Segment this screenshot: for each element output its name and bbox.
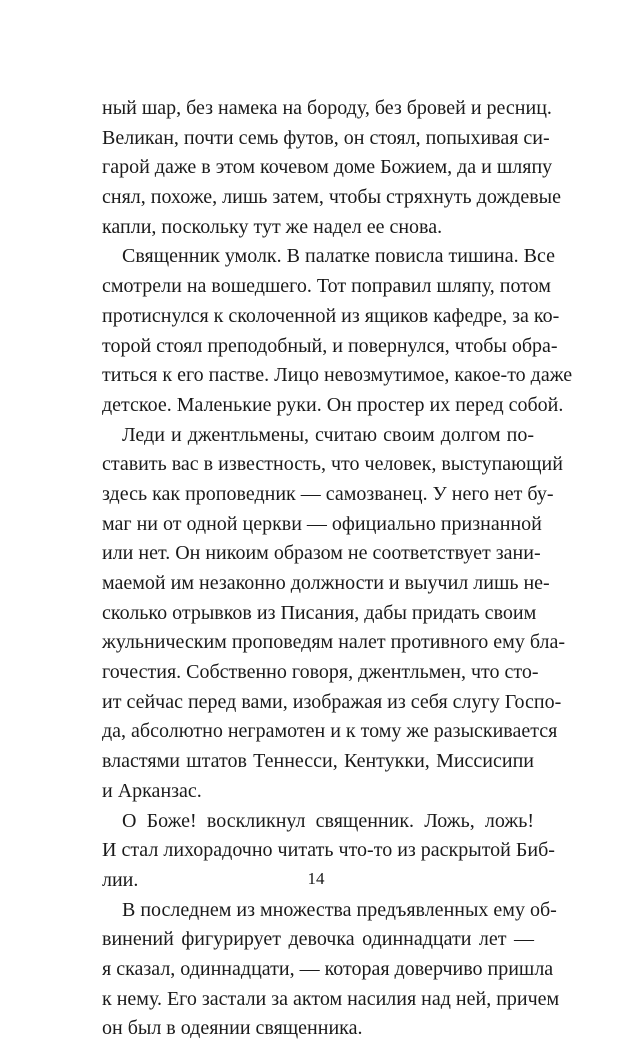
text-line: И стал лихорадочно читать что-то из раскрытой Биб- [102,839,555,862]
text-line: маемой им незаконно должности и выучил лишь не- [102,572,550,594]
body-text [102,94,573,1044]
text-line: я сказал, одиннадцати, — которая доверчиво пришла [102,957,554,980]
text-line: В последнем из множества предъявленных ему об- [122,898,557,921]
text-line: маг ни от одной церкви — официально признанной [102,512,542,535]
text-line: Священник умолк. В палатке повисла тишина. Все [122,245,555,268]
text-line: снял, похоже, лишь затем, чтобы стряхнуть дождевые [102,186,561,209]
page-number: 14 [307,869,325,888]
text-line: ный шар, без намека на бороду, без бровей и ресниц. [102,97,552,119]
text-line: гочестия. Собственно говоря, джентльмен, что сто- [102,661,539,684]
text-line: смотрели на вошедшего. Тот поправил шляпу, потом [102,275,551,298]
text-line: Леди и джентльмены, считаю своим долгом по- [122,423,534,446]
text-line: О Боже! воскликнул священник. Ложь, ложь! [122,809,534,832]
text-line: гарой даже в этом кочевом доме Божием, да и шляпу [102,156,553,179]
text-line: лии. [102,868,139,891]
text-line: капли, поскольку тут же надел ее снова. [102,215,443,238]
text-line: винений фигурирует девочка одиннадцати лет — [102,928,534,951]
text-line: ит сейчас перед вами, изображая из себя слугу Госпо- [102,690,562,713]
text-line: да, абсолютно неграмотен и к тому же разыскивается [102,720,558,743]
text-line: титься к его пастве. Лицо невозмутимое, какое-то даже [102,364,573,387]
text-line: жульническим проповедям налет противного ему бла- [102,631,566,654]
text-line: и Арканзас. [102,779,202,802]
text-line: здесь как проповедник — самозванец. У него нет бу- [102,482,554,505]
text-line: детское. Маленькие руки. Он простер их перед собой. [102,393,564,416]
text-line: властями штатов Теннесси, Кентукки, Миссисипи [102,750,534,773]
text-line: к нему. Его застали за актом насилия над ней, причем [102,987,560,1010]
text-line: сколько отрывков из Писания, дабы придать своим [102,601,537,624]
text-line: ставить вас в известность, что человек, выступающий [102,453,563,476]
text-line: протиснулся к сколоченной из ящиков кафедре, за ко- [102,304,560,327]
text-line: торой стоял преподобный, и повернулся, чтобы обра- [102,334,558,357]
text-line: Великан, почти семь футов, он стоял, попыхивая си- [102,126,550,149]
text-line: он был в одеянии священника. [102,1017,363,1040]
text-line: или нет. Он никоим образом не соответствует зани- [102,542,541,565]
